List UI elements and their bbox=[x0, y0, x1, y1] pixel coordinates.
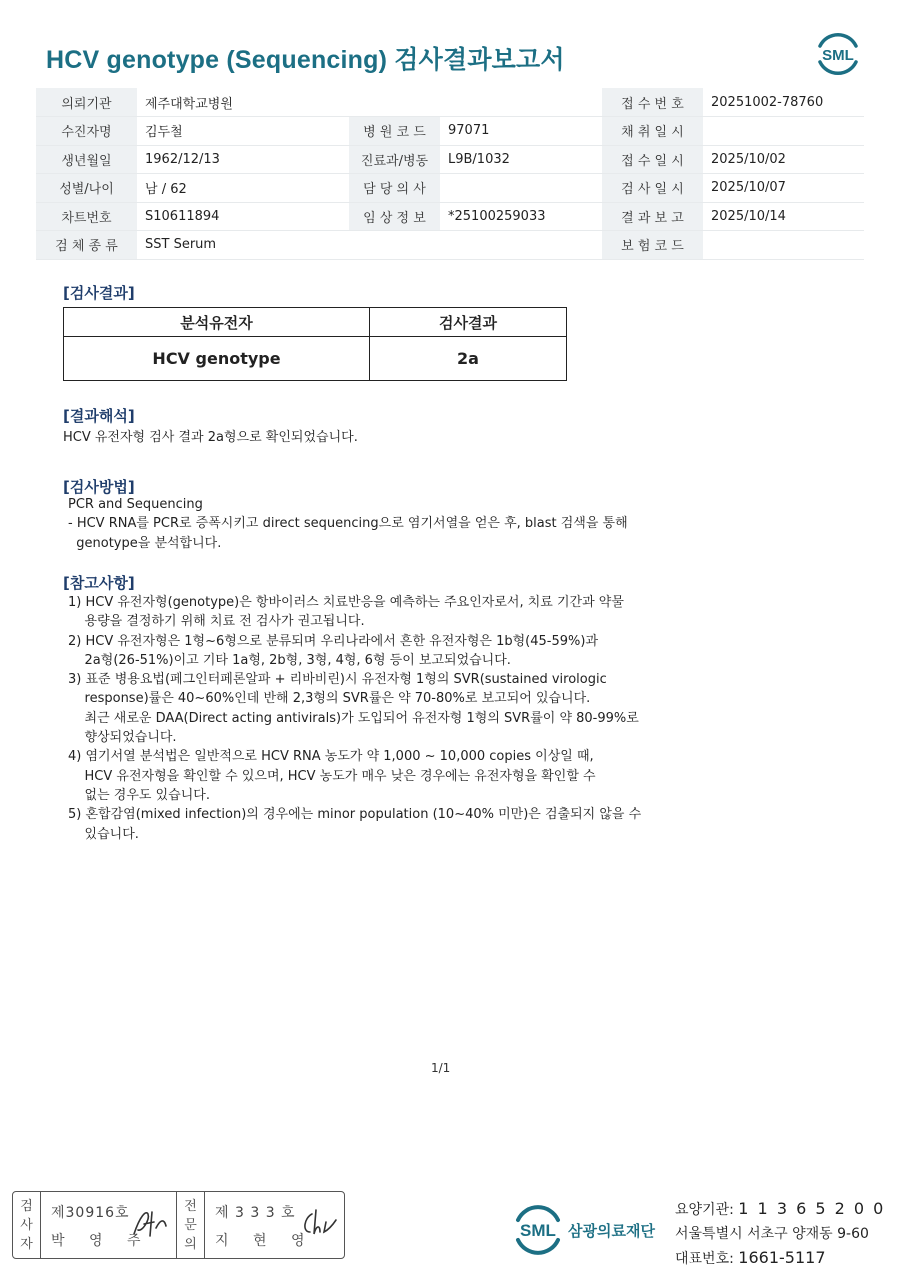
method-line: PCR and Sequencing bbox=[68, 497, 203, 512]
method-line: genotype을 분석합니다. bbox=[68, 535, 222, 551]
info-value: SST Serum bbox=[137, 231, 349, 260]
note-line: 용량을 결정하기 위해 치료 전 검사가 권고됩니다. bbox=[68, 614, 365, 630]
info-label: 임 상 정 보 bbox=[349, 202, 440, 231]
info-row bbox=[36, 117, 864, 146]
info-label: 담 당 의 사 bbox=[349, 174, 440, 203]
interpretation-heading: [결과해석] bbox=[63, 407, 135, 425]
info-label: 접 수 번 호 bbox=[602, 88, 703, 117]
info-value: 97071 bbox=[440, 117, 602, 146]
note-line: 4) 염기서열 분석법은 일반적으로 HCV RNA 농도가 약 1,000 ~ 10,000 copies 이상일 때, bbox=[68, 749, 594, 765]
code-value: 1 1 3 6 5 2 0 0 bbox=[738, 1199, 886, 1218]
info-label: 결 과 보 고 bbox=[602, 202, 703, 231]
notes-text bbox=[68, 593, 641, 844]
organization-name: 삼광의료재단 bbox=[568, 1222, 655, 1240]
info-value: 1962/12/13 bbox=[137, 145, 349, 174]
info-value: 20251002-78760 bbox=[703, 88, 864, 117]
result-heading: [검사결과] bbox=[63, 284, 135, 302]
examiner-label-char: 검 bbox=[20, 1198, 33, 1214]
info-label: 진료과/병동 bbox=[349, 145, 440, 174]
code-label: 요양기관: bbox=[675, 1202, 734, 1218]
method-heading: [검사방법] bbox=[63, 478, 135, 496]
specialist-label-char: 문 bbox=[184, 1217, 197, 1233]
note-line: HCV 유전자형을 확인할 수 있으며, HCV 농도가 매우 낮은 경우에는 유전자형을 확인할 수 bbox=[68, 768, 596, 784]
note-line: 2) HCV 유전자형은 1형~6형으로 분류되며 우리나라에서 흔한 유전자형은 1b형(45-59%)과 bbox=[68, 633, 598, 649]
info-value: L9B/1032 bbox=[440, 145, 602, 174]
examiner-signature-icon bbox=[130, 1206, 170, 1240]
specialist-label-char: 전 bbox=[184, 1198, 197, 1214]
info-value bbox=[440, 174, 602, 203]
specialist-license-no: 제 3 3 3 호 bbox=[215, 1205, 296, 1221]
specialist-label bbox=[177, 1192, 205, 1258]
signature-box bbox=[12, 1191, 345, 1259]
note-line: 있습니다. bbox=[68, 826, 139, 842]
note-line: 향상되었습니다. bbox=[68, 730, 177, 746]
info-value: 남 / 62 bbox=[137, 174, 349, 203]
gene-cell: HCV genotype bbox=[64, 337, 370, 381]
result-table bbox=[63, 307, 567, 381]
info-label bbox=[349, 231, 440, 260]
phone-value: 1661-5117 bbox=[738, 1248, 826, 1267]
note-line: response)률은 40~60%인데 반해 2,3형의 SVR률은 약 70-80%로 보고되어 있습니다. bbox=[68, 691, 591, 707]
info-row bbox=[36, 145, 864, 174]
specialist-label-char: 의 bbox=[184, 1236, 197, 1252]
info-value bbox=[703, 117, 864, 146]
info-label bbox=[349, 88, 440, 117]
svg-text:SML: SML bbox=[822, 47, 854, 64]
gene-column-header: 분석유전자 bbox=[64, 308, 370, 337]
info-value: *25100259033 bbox=[440, 202, 602, 231]
info-value: 2025/10/14 bbox=[703, 202, 864, 231]
notes-heading: [참고사항] bbox=[63, 574, 135, 592]
info-row bbox=[36, 231, 864, 260]
info-label: 의뢰기관 bbox=[36, 88, 137, 117]
examiner-label bbox=[13, 1192, 41, 1258]
info-label: 차트번호 bbox=[36, 202, 137, 231]
note-line: 1) HCV 유전자형(genotype)은 항바이러스 치료반응을 예측하는 주요인자로서, 치료 기간과 약물 bbox=[68, 595, 624, 610]
info-label: 보 험 코 드 bbox=[602, 231, 703, 260]
info-row bbox=[36, 88, 864, 117]
method-line: - HCV RNA를 PCR로 증폭시키고 direct sequencing으로 염기서열을 얻은 후, blast 검색을 통해 bbox=[68, 516, 628, 532]
result-value-cell: 2a bbox=[370, 337, 567, 381]
info-label: 채 취 일 시 bbox=[602, 117, 703, 146]
specialist-name: 지 현 영 bbox=[215, 1233, 315, 1249]
contact-info bbox=[675, 1197, 885, 1271]
note-line: 2a형(26-51%)이고 기타 1a형, 2b형, 3형, 4형, 6형 등이 보고되었습니다. bbox=[68, 652, 511, 668]
examiner-label-char: 자 bbox=[20, 1236, 33, 1252]
interpretation-text: HCV 유전자형 검사 결과 2a형으로 확인되었습니다. bbox=[63, 430, 358, 445]
info-value bbox=[440, 88, 602, 117]
info-value: 제주대학교병원 bbox=[137, 88, 349, 117]
sml-logo-icon bbox=[812, 30, 864, 76]
specialist-signature bbox=[205, 1192, 344, 1258]
report-title: HCV genotype (Sequencing) 검사결과보고서 bbox=[46, 46, 565, 74]
sml-logo-icon bbox=[510, 1200, 566, 1258]
phone-label: 대표번호: bbox=[675, 1251, 734, 1267]
info-value bbox=[440, 231, 602, 260]
note-line: 5) 혼합감염(mixed infection)의 경우에는 minor population (10~40% 미만)은 검출되지 않을 수 bbox=[68, 807, 642, 823]
info-label: 병 원 코 드 bbox=[349, 117, 440, 146]
note-line: 없는 경우도 있습니다. bbox=[68, 787, 210, 803]
info-label: 검 체 종 류 bbox=[36, 231, 137, 260]
examiner-signature bbox=[41, 1192, 177, 1258]
note-line: 최근 새로운 DAA(Direct acting antivirals)가 도입되어 유전자형 1형의 SVR률이 약 80-99%로 bbox=[68, 710, 639, 726]
info-label: 생년월일 bbox=[36, 145, 137, 174]
result-column-header: 검사결과 bbox=[370, 308, 567, 337]
info-value: 김두철 bbox=[137, 117, 349, 146]
svg-text:SML: SML bbox=[520, 1221, 556, 1240]
info-value: 2025/10/02 bbox=[703, 145, 864, 174]
specialist-signature-icon bbox=[298, 1206, 338, 1240]
page-number: 1/1 bbox=[431, 1061, 451, 1075]
info-label: 성별/나이 bbox=[36, 174, 137, 203]
address: 서울특별시 서초구 양재동 9-60 bbox=[675, 1225, 869, 1242]
info-row bbox=[36, 202, 864, 231]
info-row bbox=[36, 174, 864, 203]
info-value: S10611894 bbox=[137, 202, 349, 231]
info-label: 검 사 일 시 bbox=[602, 174, 703, 203]
info-value: 2025/10/07 bbox=[703, 174, 864, 203]
examiner-license-no: 제30916호 bbox=[51, 1205, 130, 1221]
examiner-name: 박 영 주 bbox=[51, 1233, 151, 1249]
patient-info-table bbox=[36, 88, 864, 260]
note-line: 3) 표준 병용요법(페그인터페론알파 + 리바비린)시 유전자형 1형의 SVR(sustained virologic bbox=[68, 672, 607, 688]
info-label: 접 수 일 시 bbox=[602, 145, 703, 174]
method-text bbox=[68, 495, 628, 553]
info-value bbox=[703, 231, 864, 260]
examiner-label-char: 사 bbox=[20, 1217, 33, 1233]
info-label: 수진자명 bbox=[36, 117, 137, 146]
